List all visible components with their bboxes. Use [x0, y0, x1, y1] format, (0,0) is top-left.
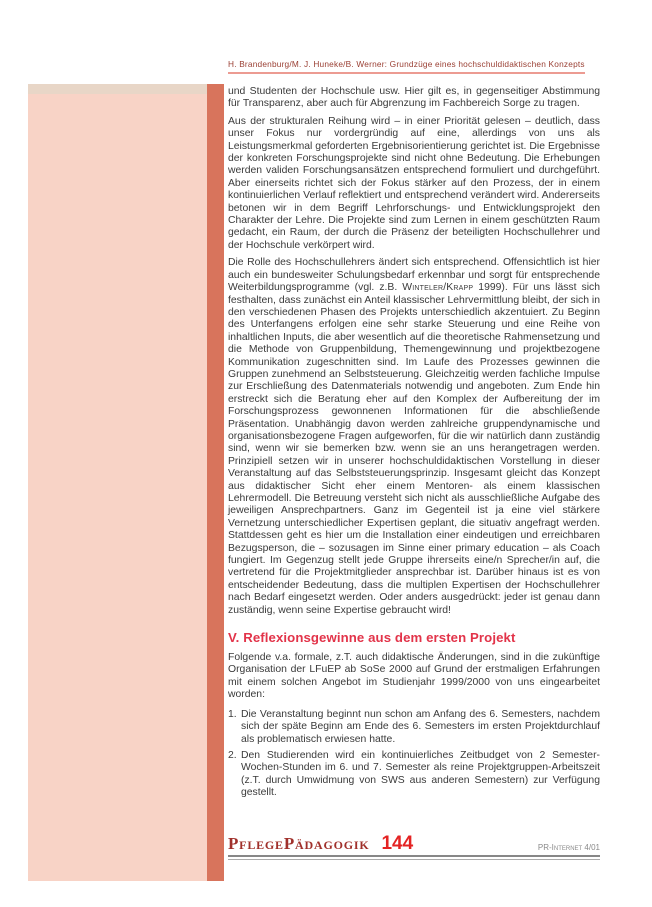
- list-item-number: 2.: [228, 749, 237, 761]
- list-item-text: Die Veranstaltung beginnt nun schon am Anfang des 6. Semesters, nachdem sich der späte Beginn am Ende des 6. Semesters im ersten Projektdurchlauf als problematisch erwiesen hatte.: [241, 708, 600, 745]
- numbered-list: [228, 709, 600, 800]
- paragraph: und Studenten der Hochschule usw. Hier gilt es, in gegenseitiger Abstimmung für Transparenz, aber auch für Abgrenzung im Fachbereich Sorge zu tragen.: [228, 86, 600, 110]
- paragraph-text: 1999). Für uns lässt sich festhalten, dass zunächst ein Anteil klassischer Lehrvermittlung bleibt, der sich in den verschiedenen Phasen des Projekts unterschiedlich akzentuiert. Zu Beginn des Unterfangens erfolgen eine sehr starke Steuerung und eine Reihe von inhaltlichen Inputs, die aber wesentlich auf die theoretische Rahmensetzung und die Methode von Gruppenbildung, Themengewinnung und projektbezogene Kommunikation zugeschnitten sind. Im Laufe des Prozesses gewinnen die Gruppen zunehmend an Selbststeuerung. Gleichzeitig werden fachliche Impulse zur Erschließung des Datenmaterials notwendig und angeboten. Zum Ende hin erstreckt sich die Beratung eher auf den Komplex der Aufbereitung der im Forschungsprozess gewonnenen Informationen für die abschließende Präsentation. Unabhängig davon werden zahlreiche gruppendynamische und organisationsbezogene Fragen aufgeworfen, für die wir natürlich dann zuständig sind, wenn wir sie bemerken bzw. wenn sie an uns herangetragen werden. Prinzipiell setzen wir in unserer hochschuldidaktischen Vorstellung in dieser Veranstaltung auf das Selbststeuerungsprinzip. Insgesamt gleicht das Konzept aus didaktischer Sicht eher einem Mentoren- als einem klassischen Lehrermodell. Die Betreuung versteht sich nicht als ausschließliche Aufgabe des jeweiligen Ansprechpartners. Ganz im Gegenteil ist ja eine viel stärkere Vernetzung unterschiedlicher Expertisen geplant, die situativ angefragt werden. Stattdessen geht es hier um die Installation einer eindeutigen und erreichbaren Bezugsperson, die – sozusagen im Sinne einer primary education – als Coach fungiert. Im Gegenzug stellt jede Gruppe ihrerseits eine/n Sprecher/in auf, die vertretend für die Projektmitglieder ansprechbar ist. Darüber hinaus ist es von entscheidender Bedeutung, dass die multiplen Expertisen der Hochschullehrer nach Bedarf eingesetzt werden. Oder anders ausgedrückt: jeder ist genau dann zuständig, wenn seine Expertise gebraucht wird!: [228, 282, 600, 616]
- left-margin-pink-block-top-edge: [28, 84, 207, 94]
- citation-authors: Winteler/Krapp: [402, 282, 474, 294]
- list-item-text: Den Studierenden wird ein kontinuierliches Zeitbudget von 2 Semester-Wochen-Stunden im 6. und 7. Semester als reine Projektgruppen-Arbeitszeit (z.T. durch Umwidmung von SWS aus anderen Semestern) zur Verfügung gestellt.: [241, 749, 600, 799]
- footer-rule: [228, 855, 600, 860]
- paragraph: Aus der strukturalen Reihung wird – in einer Priorität gelesen – deutlich, dass unser Fokus nur vordergründig auf eine, allerdings von uns als Leistungsmerkmal geforderten Ergebnisorientierung gerichtet ist. Die Ergebnisse der konkreten Forschungsprojekte sind nicht ohne Bedeutung. Die Erhebungen werden validen Forschungsansätzen entsprechend formuliert und durchgeführt. Aber einerseits richtet sich der Fokus stärker auf den Prozess, der in einem kontinuierlichen Verlauf reflektiert und entsprechend verändert wird. Andererseits betonen wir in dem Begriff Lehrforschungs- und Entwicklungsprojekt den Charakter der Lehre. Die Projekte sind zum Lernen in einem geschützten Raum gedacht, ein Raum, der durch die Präsenz der beteiligten Hochschullehrer und der Hochschule verkörpert wird.: [228, 115, 600, 251]
- issue-label: PR-Internet 4/01: [537, 843, 600, 852]
- list-item: [228, 709, 600, 746]
- running-head: H. Brandenburg/M. J. Huneke/B. Werner: Grundzüge eines hochschuldidaktischen Konzepts: [228, 59, 585, 74]
- section-heading: V. Reflexionsgewinne aus dem ersten Projekt: [228, 630, 516, 646]
- journal-brand: PflegePädagogik: [228, 834, 370, 853]
- paragraph: Folgende v.a. formale, z.T. auch didaktische Änderungen, sind in die zukünftige Organisation der LFuEP ab SoSe 2000 auf Grund der erstmaligen Erfahrungen mit einem solchen Angebot im Studienjahr 1999/2000 von uns eingearbeitet worden:: [228, 652, 600, 701]
- footer-row: [228, 834, 600, 853]
- list-item: [228, 750, 600, 800]
- left-margin-pink-block: [28, 84, 207, 881]
- left-accent-bar: [207, 84, 224, 881]
- paragraph-text: Die Rolle des Hochschullehrers ändert sich entsprechend. Offensichtlich ist hier auch ein bundesweiter Schulungsbedarf erkennbar und sorgt für entsprechende Weiterbildungsprogramme (vgl. z.B.: [228, 257, 600, 294]
- text-column: [228, 54, 600, 804]
- article-body: [228, 86, 600, 800]
- page-number: 144: [381, 833, 414, 854]
- paragraph: [228, 257, 600, 617]
- page-footer: [228, 834, 600, 860]
- list-item-number: 1.: [228, 708, 237, 720]
